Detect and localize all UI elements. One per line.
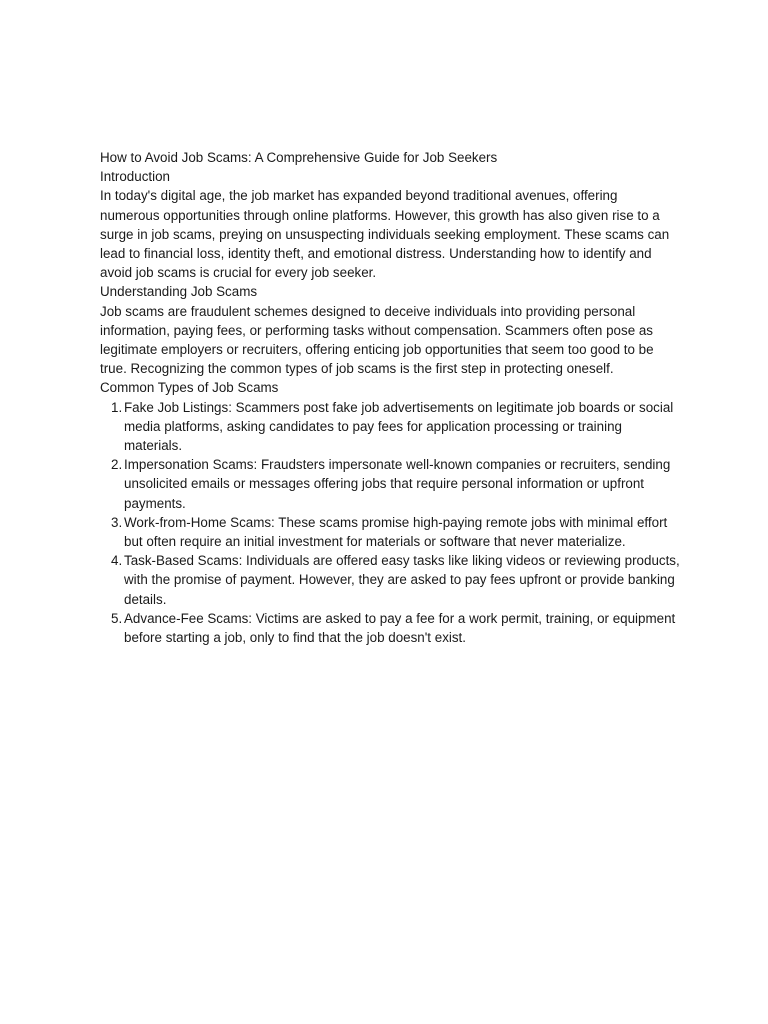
list-item-text: Fake Job Listings: Scammers post fake job advertisements on legitimate job boards or social media platforms, asking candidates to pay fees for application processing or training materials. [124,399,674,454]
common-types-heading: Common Types of Job Scams [100,380,279,396]
document-title: How to Avoid Job Scams: A Comprehensive Guide for Job Seekers [100,150,498,165]
list-item [100,455,680,513]
scam-types-list [100,398,680,648]
list-item-number: 3. [111,514,123,530]
document-page [100,148,680,647]
understanding-paragraph: Job scams are fraudulent schemes designed to deceive individuals into providing personal information, paying fees, or performing tasks without compensation. Scammers often pose as legitimate employers or recruiters, offering enticing job opportunities that seem too good to be true. Recognizing the common types of job scams is the first step in protecting oneself. [100,303,654,377]
list-item-number: 2. [111,457,123,473]
introduction-paragraph: In today's digital age, the job market has expanded beyond traditional avenues, offering numerous opportunities through online platforms. However, this growth has also given rise to a surge in job scams, preying on unsuspecting individuals seeking employment. These scams can lead to financial loss, identity theft, and emotional distress. Understanding how to identify and avoid job scams is crucial for every job seeker. [100,188,670,281]
understanding-heading: Understanding Job Scams [100,284,258,300]
list-item [100,398,680,456]
list-item [100,551,680,609]
list-item-text: Work-from-Home Scams: These scams promise high-paying remote jobs with minimal effort but often require an initial investment for materials or software that never materialize. [124,514,668,550]
list-item-text: Advance-Fee Scams: Victims are asked to pay a fee for a work permit, training, or equipment before starting a job, only to find that the job doesn't exist. [124,610,676,646]
introduction-heading: Introduction [100,169,170,185]
list-item [100,513,680,551]
list-item-number: 4. [111,553,123,569]
list-item [100,609,680,647]
list-item-number: 5. [111,610,123,626]
list-item-text: Impersonation Scams: Fraudsters impersonate well-known companies or recruiters, sending unsolicited emails or messages offering jobs that require personal information or upfront payments. [124,457,671,511]
list-item-number: 1. [111,399,123,415]
list-item-text: Task-Based Scams: Individuals are offered easy tasks like liking videos or reviewing products, with the promise of payment. However, they are asked to pay fees upfront or provide banking details. [124,553,680,607]
